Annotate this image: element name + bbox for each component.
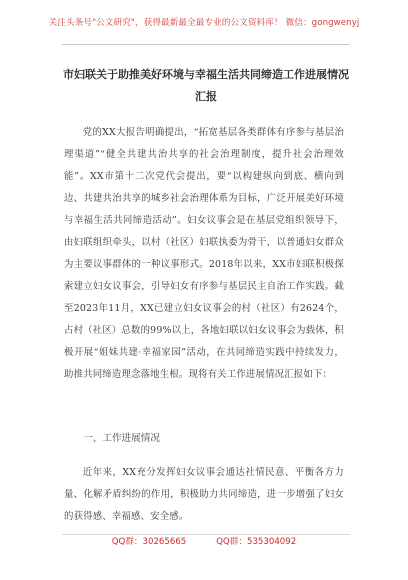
footer-qq-group-1: QQ群：30265665 [111,537,187,547]
header-divider [62,44,350,45]
footer-qq-group-2: QQ群：535304092 [216,537,297,547]
section-heading: 一、工作进展情况 [83,433,160,444]
promo-header-text: 关注头条号"公文研究"，获得最新最全最专业的公文资料库！ 微信：gongwenyj [48,18,360,28]
paragraph-progress: 近年来，XX充分发挥妇女议事会通达社情民意、平衡各方力量、化解矛盾纠纷的作用，积极助力共同缔造，进一步增强了妇女的获得感、幸福感、安全感。 [64,467,344,522]
paragraph-intro: 党的XX大报告明确提出，“拓宽基层各类群体有序参与基层治理渠道”“健全共建共治共享的社会治理制度，提升社会治理效能”。XX市第十二次党代会提出，要“以构建纵向到底、横向到边、共建共治共享的城乡社会治理体系为目标，广泛开展美好环境与幸福生活共同缔造活动”。妇女议事会是在基层党组织领导下，由妇联组织牵头，以村（社区）妇联执委为骨干，以普通妇女群众为主要议事群体的一种议事形式。2018年以来，XX市妇联积极探索建立妇女议事会，引导妇女有序参与基层民主自治工作实践。截至2023年11月，XX已建立妇女议事会的村（社区）有2624个，占村（社区）总数的99%以上，各地妇联以妇女议事会为载体，积极开展“姐妹共建·幸福家园”活动，在共同缔造实践中持续发力，助推共同缔造理念落地生根。现将有关工作进展情况汇报如下： [64,127,344,380]
document-title: 市妇联关于助推美好环境与幸福生活共同缔造工作进展情况汇报 [63,68,349,103]
promo-header [0,0,408,44]
footer-contacts [0,535,408,547]
